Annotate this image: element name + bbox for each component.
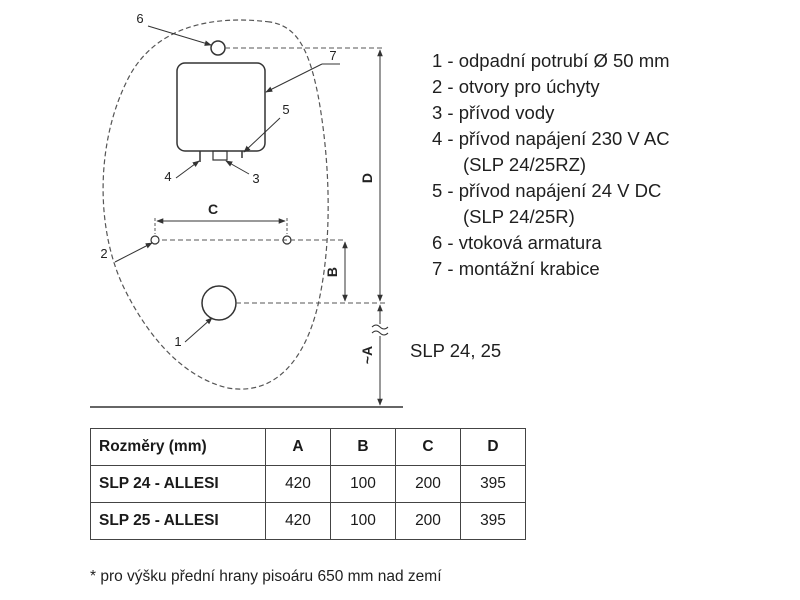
leader-2 [115,243,152,262]
table-row [91,466,526,503]
table-cell: 420 [266,503,331,540]
table-cell: 200 [396,503,461,540]
legend-item: 2 - otvory pro úchyty [432,76,600,97]
waste-pipe [202,286,236,320]
table-header-cell: A [266,429,331,466]
dimension-c-label: C [207,201,219,217]
table-cell: 420 [266,466,331,503]
legend-list [432,48,670,282]
callout-6: 6 [136,11,144,26]
break-symbol [372,325,388,335]
table-cell: 395 [461,503,526,540]
callout-5: 5 [282,102,290,117]
leader-5 [244,118,280,152]
table-cell: 100 [331,503,396,540]
callout-3: 3 [252,171,260,186]
legend-item: (SLP 24/25R) [463,206,575,227]
table-header-cell: D [461,429,526,466]
legend-item: 6 - vtoková armatura [432,232,602,253]
callout-2: 2 [100,246,108,261]
connector-3 [213,151,227,160]
table-row [91,503,526,540]
callout-1: 1 [174,334,182,349]
table-cell: 200 [396,466,461,503]
leader-6 [148,26,211,45]
leader-3 [226,161,249,174]
legend-item: 3 - přívod vody [432,102,555,123]
mounting-hole-left [151,236,159,244]
leader-1 [185,318,212,342]
footnote: * pro výšku přední hrany pisoáru 650 mm nad zemí [90,568,442,585]
callout-7: 7 [329,48,337,63]
table-header-cell: C [396,429,461,466]
mounting-box [177,63,265,151]
variant-label: SLP 24, 25 [410,340,502,361]
table-header-row [91,429,526,466]
legend-item: 7 - montážní krabice [432,258,600,279]
table-cell: 100 [331,466,396,503]
inlet-fitting [211,41,225,55]
table-cell: SLP 25 - ALLESI [91,503,266,540]
dimension-d-label: D [359,172,375,184]
legend-item: 5 - přívod napájení 24 V DC [432,180,662,201]
table-header-cell: Rozměry (mm) [91,429,266,466]
leader-7 [266,64,322,92]
leader-4 [176,161,199,178]
legend-item: (SLP 24/25RZ) [463,154,587,175]
dimension-b-label: B [324,266,340,278]
callout-4: 4 [164,169,172,184]
dimensions-table [90,428,526,540]
table-cell: 395 [461,466,526,503]
table-header-cell: B [331,429,396,466]
legend-item: 1 - odpadní potrubí Ø 50 mm [432,50,670,71]
legend-item: 4 - přívod napájení 230 V AC [432,128,670,149]
dimension-a-label: ~A [359,345,375,365]
table-cell: SLP 24 - ALLESI [91,466,266,503]
